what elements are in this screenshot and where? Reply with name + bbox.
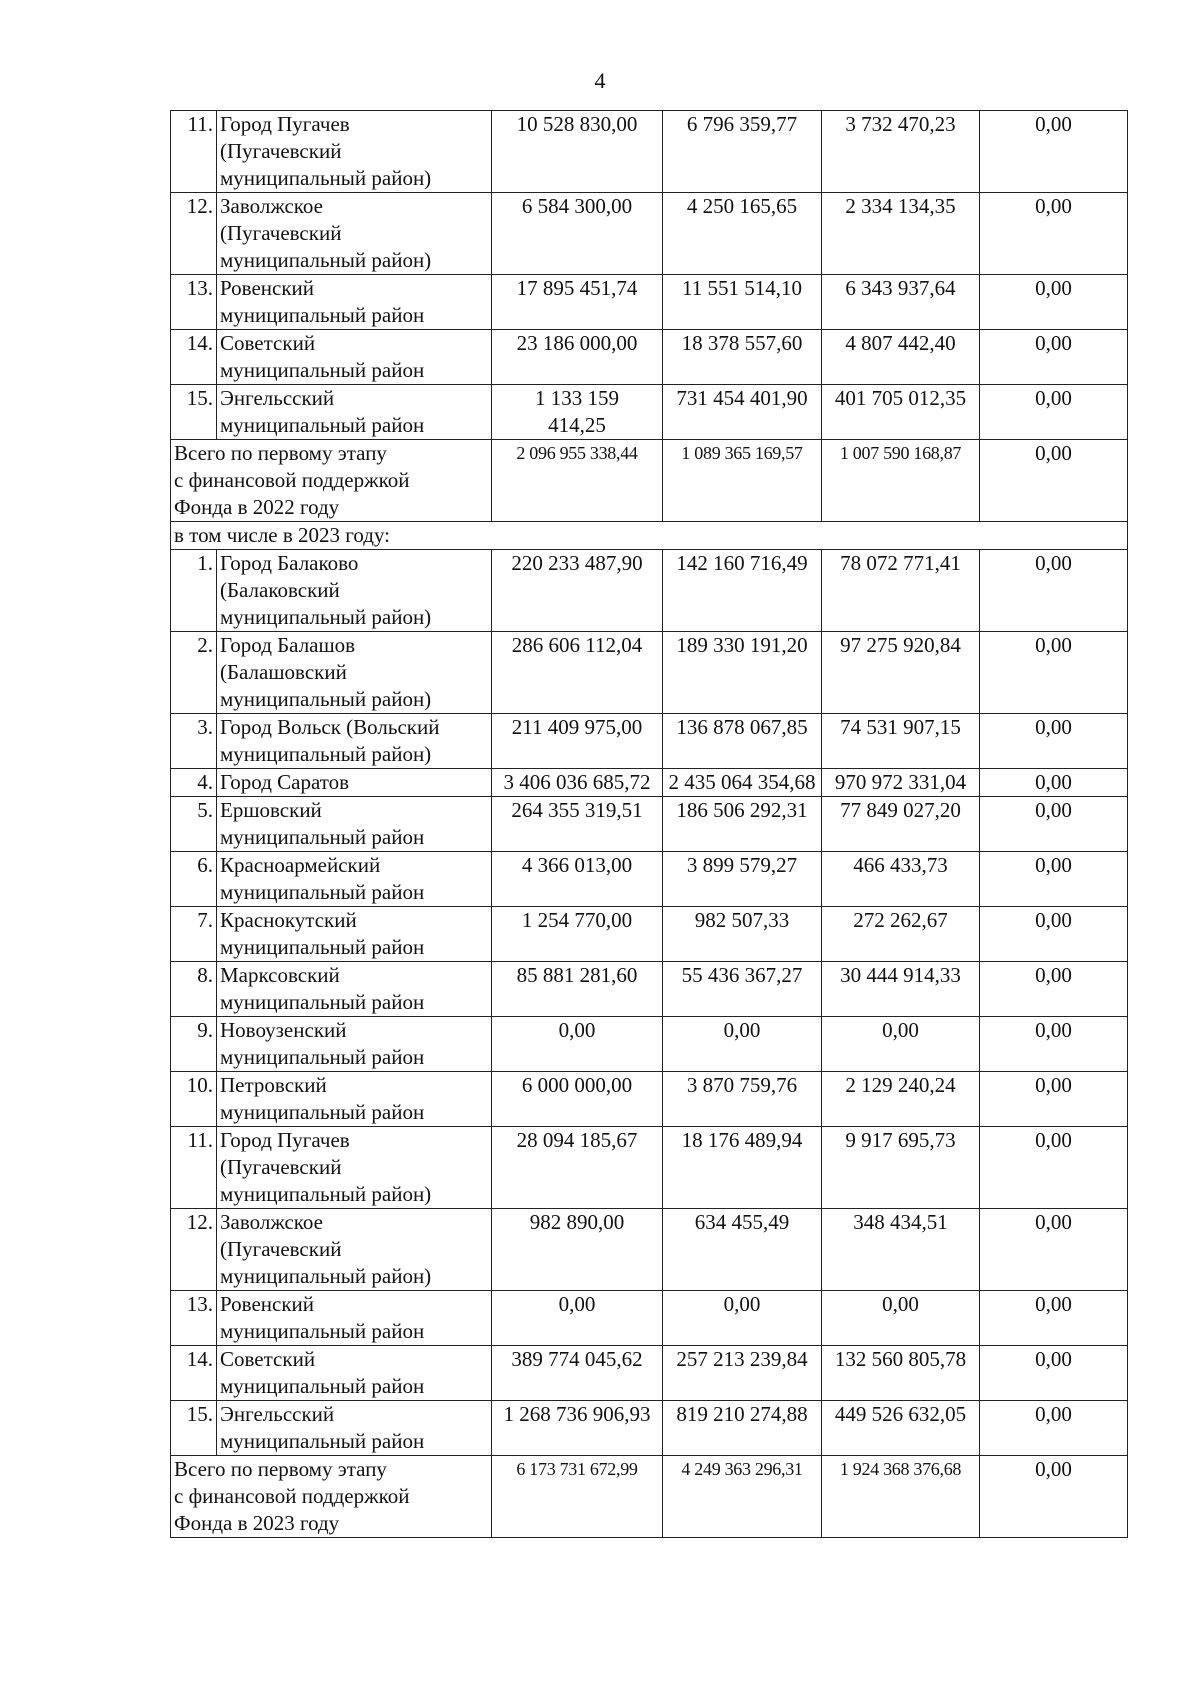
total-cost-cell-text: 3 406 036 685,72 bbox=[503, 770, 651, 794]
row-number-text: 13. bbox=[186, 276, 213, 300]
regional-budget-cell-text: 30 444 914,33 bbox=[840, 963, 961, 987]
municipality-name-text: Ровенский муниципальный район bbox=[220, 276, 425, 327]
municipality-name bbox=[217, 275, 492, 330]
fund-support-cell bbox=[663, 1127, 822, 1209]
section-label-text: в том числе в 2023 году: bbox=[174, 523, 391, 547]
total-cost-cell-text: 0,00 bbox=[558, 1018, 596, 1042]
local-budget-cell bbox=[980, 193, 1128, 275]
row-number bbox=[171, 852, 217, 907]
regional-budget-cell bbox=[822, 1456, 980, 1538]
local-budget-cell-text: 0,00 bbox=[1035, 1210, 1072, 1234]
fund-support-cell-text: 731 454 401,90 bbox=[676, 386, 808, 410]
fund-support-cell bbox=[663, 1209, 822, 1291]
table-row bbox=[171, 330, 1128, 385]
municipality-name-text: Заволжское (Пугачевский муниципальный район) bbox=[220, 1210, 432, 1288]
regional-budget-cell-text: 3 732 470,23 bbox=[845, 112, 956, 136]
row-number-text: 11. bbox=[187, 112, 213, 136]
regional-budget-cell-text: 6 343 937,64 bbox=[845, 276, 956, 300]
municipality-name bbox=[217, 193, 492, 275]
regional-budget-cell bbox=[822, 1291, 980, 1346]
regional-budget-cell bbox=[822, 797, 980, 852]
local-budget-cell-text: 0,00 bbox=[1035, 331, 1072, 355]
fund-support-cell-text: 982 507,33 bbox=[694, 908, 790, 932]
row-number bbox=[171, 962, 217, 1017]
table-row bbox=[171, 797, 1128, 852]
municipality-name-text: Энгельсский муниципальный район bbox=[220, 1402, 425, 1453]
total-cost-cell bbox=[492, 632, 663, 714]
total-cost-cell-text: 286 606 112,04 bbox=[511, 633, 643, 657]
total-cost-cell bbox=[492, 1209, 663, 1291]
total-cost-cell-text: 264 355 319,51 bbox=[511, 798, 643, 822]
local-budget-cell bbox=[980, 1401, 1128, 1456]
fund-support-cell bbox=[663, 550, 822, 632]
total-cost-cell-text: 1 254 770,00 bbox=[521, 908, 633, 932]
local-budget-cell bbox=[980, 769, 1128, 797]
municipality-name-text: Город Пугачев (Пугачевский муниципальный район) bbox=[220, 112, 432, 190]
row-number-text: 8. bbox=[197, 963, 213, 987]
total-cost-cell-text: 389 774 045,62 bbox=[511, 1347, 643, 1371]
row-number-text: 4. bbox=[197, 770, 213, 794]
fund-support-cell-text: 186 506 292,31 bbox=[676, 798, 808, 822]
total-label-text: Всего по первому этапу с финансовой поддержкой Фонда в 2023 году bbox=[174, 1457, 410, 1535]
regional-budget-cell-text: 77 849 027,20 bbox=[840, 798, 961, 822]
fund-support-cell bbox=[663, 632, 822, 714]
municipality-name-text: Город Балаково (Балаковский муниципальный район) bbox=[220, 551, 432, 629]
total-cost-cell-text: 2 096 955 338,44 bbox=[516, 443, 638, 463]
total-cost-cell-text: 220 233 487,90 bbox=[511, 551, 643, 575]
total-cost-cell bbox=[492, 330, 663, 385]
regional-budget-cell bbox=[822, 1401, 980, 1456]
total-label-text: Всего по первому этапу с финансовой поддержкой Фонда в 2022 году bbox=[174, 441, 410, 519]
fund-support-cell-text: 55 436 367,27 bbox=[681, 963, 803, 987]
municipality-name bbox=[217, 852, 492, 907]
local-budget-cell bbox=[980, 385, 1128, 440]
regional-budget-cell bbox=[822, 632, 980, 714]
fund-support-cell bbox=[663, 769, 822, 797]
fund-support-cell bbox=[663, 440, 822, 522]
local-budget-cell bbox=[980, 111, 1128, 193]
table-row bbox=[171, 769, 1128, 797]
fund-support-cell-text: 3 870 759,76 bbox=[686, 1073, 798, 1097]
fund-support-cell bbox=[663, 1401, 822, 1456]
regional-budget-cell bbox=[822, 962, 980, 1017]
total-cost-cell-text: 6 000 000,00 bbox=[521, 1073, 633, 1097]
local-budget-cell-text: 0,00 bbox=[1035, 386, 1072, 410]
row-number bbox=[171, 275, 217, 330]
fund-support-cell-text: 136 878 067,85 bbox=[676, 715, 808, 739]
local-budget-cell-text: 0,00 bbox=[1035, 908, 1072, 932]
total-cost-cell-text: 28 094 185,67 bbox=[516, 1128, 638, 1152]
total-cost-cell bbox=[492, 852, 663, 907]
regional-budget-cell bbox=[822, 714, 980, 769]
fund-support-cell bbox=[663, 275, 822, 330]
fund-support-cell bbox=[663, 797, 822, 852]
fund-support-cell-text: 142 160 716,49 bbox=[676, 551, 808, 575]
municipality-name bbox=[217, 632, 492, 714]
row-number bbox=[171, 797, 217, 852]
table-row bbox=[171, 852, 1128, 907]
table-row bbox=[171, 550, 1128, 632]
row-number bbox=[171, 769, 217, 797]
total-cost-cell bbox=[492, 1127, 663, 1209]
total-cost-cell bbox=[492, 769, 663, 797]
local-budget-cell-text: 0,00 bbox=[1035, 112, 1072, 136]
row-number bbox=[171, 632, 217, 714]
row-number bbox=[171, 550, 217, 632]
table-row bbox=[171, 111, 1128, 193]
total-cost-cell-text: 4 366 013,00 bbox=[521, 853, 633, 877]
local-budget-cell bbox=[980, 440, 1128, 522]
fund-support-cell bbox=[663, 1456, 822, 1538]
total-label bbox=[171, 1456, 492, 1538]
regional-budget-cell bbox=[822, 440, 980, 522]
fund-support-cell-text: 11 551 514,10 bbox=[682, 276, 802, 300]
total-cost-cell-text: 211 409 975,00 bbox=[511, 715, 643, 739]
local-budget-cell-text: 0,00 bbox=[1035, 1457, 1072, 1481]
total-cost-cell-text: 1 268 736 906,93 bbox=[503, 1402, 651, 1426]
local-budget-cell bbox=[980, 330, 1128, 385]
local-budget-cell bbox=[980, 550, 1128, 632]
regional-budget-cell bbox=[822, 385, 980, 440]
total-row bbox=[171, 1456, 1128, 1538]
total-cost-cell bbox=[492, 962, 663, 1017]
municipality-name-text: Город Балашов (Балашовский муниципальный район) bbox=[220, 633, 432, 711]
total-cost-cell bbox=[492, 1017, 663, 1072]
regional-budget-cell-text: 4 807 442,40 bbox=[845, 331, 956, 355]
municipality-name bbox=[217, 797, 492, 852]
municipality-name-text: Красноармейский муниципальный район bbox=[220, 853, 425, 904]
local-budget-cell bbox=[980, 632, 1128, 714]
total-cost-cell bbox=[492, 440, 663, 522]
page-number: 4 bbox=[594, 68, 606, 93]
row-number-text: 1. bbox=[197, 551, 213, 575]
municipality-name-text: Советский муниципальный район bbox=[220, 1347, 425, 1398]
row-number bbox=[171, 1209, 217, 1291]
municipality-name bbox=[217, 1127, 492, 1209]
total-cost-cell-text: 0,00 bbox=[558, 1292, 596, 1316]
municipality-name bbox=[217, 1401, 492, 1456]
local-budget-cell bbox=[980, 1346, 1128, 1401]
local-budget-cell bbox=[980, 907, 1128, 962]
municipality-name-text: Город Вольск (Вольский муниципальный район) bbox=[220, 715, 440, 766]
municipality-name bbox=[217, 1072, 492, 1127]
row-number bbox=[171, 1127, 217, 1209]
local-budget-cell bbox=[980, 1127, 1128, 1209]
total-cost-cell bbox=[492, 714, 663, 769]
row-number-text: 3. bbox=[197, 715, 213, 739]
regional-budget-cell bbox=[822, 275, 980, 330]
municipality-name-text: Новоузенский муниципальный район bbox=[220, 1018, 425, 1069]
total-cost-cell bbox=[492, 907, 663, 962]
total-cost-cell bbox=[492, 1346, 663, 1401]
table-row bbox=[171, 1401, 1128, 1456]
local-budget-cell bbox=[980, 1072, 1128, 1127]
row-number-text: 14. bbox=[186, 1347, 213, 1371]
local-budget-cell-text: 0,00 bbox=[1035, 1347, 1072, 1371]
municipality-name-text: Советский муниципальный район bbox=[220, 331, 425, 382]
section-row bbox=[171, 522, 1128, 550]
row-number bbox=[171, 111, 217, 193]
regional-budget-cell-text: 74 531 907,15 bbox=[840, 715, 961, 739]
total-cost-cell bbox=[492, 111, 663, 193]
fund-support-cell bbox=[663, 1346, 822, 1401]
local-budget-cell bbox=[980, 1291, 1128, 1346]
section-label bbox=[171, 522, 1128, 550]
fund-support-cell-text: 634 455,49 bbox=[694, 1210, 790, 1234]
fund-support-cell bbox=[663, 962, 822, 1017]
fund-support-cell-text: 189 330 191,20 bbox=[676, 633, 808, 657]
row-number-text: 15. bbox=[186, 1402, 213, 1426]
regional-budget-cell bbox=[822, 1017, 980, 1072]
municipality-name-text: Марксовский муниципальный район bbox=[220, 963, 425, 1014]
table-row bbox=[171, 1209, 1128, 1291]
regional-budget-cell-text: 449 526 632,05 bbox=[834, 1402, 967, 1426]
regional-budget-cell bbox=[822, 1346, 980, 1401]
total-cost-cell bbox=[492, 193, 663, 275]
fund-support-cell-text: 18 378 557,60 bbox=[681, 331, 803, 355]
regional-budget-cell-text: 1 924 368 376,68 bbox=[839, 1459, 962, 1479]
municipality-name bbox=[217, 714, 492, 769]
total-cost-cell-text: 10 528 830,00 bbox=[516, 112, 638, 136]
regional-budget-cell bbox=[822, 550, 980, 632]
total-cost-cell-text: 17 895 451,74 bbox=[516, 276, 638, 300]
funding-table bbox=[170, 110, 1128, 1538]
local-budget-cell-text: 0,00 bbox=[1035, 1128, 1072, 1152]
municipality-name-text: Петровский муниципальный район bbox=[220, 1073, 425, 1124]
total-cost-cell bbox=[492, 550, 663, 632]
regional-budget-cell-text: 401 705 012,35 bbox=[834, 386, 967, 410]
table-row bbox=[171, 632, 1128, 714]
municipality-name bbox=[217, 111, 492, 193]
total-cost-cell-text: 85 881 281,60 bbox=[516, 963, 638, 987]
municipality-name bbox=[217, 1017, 492, 1072]
regional-budget-cell bbox=[822, 769, 980, 797]
total-cost-cell-text: 1 133 159 414,25 bbox=[535, 386, 619, 437]
row-number-text: 15. bbox=[186, 386, 213, 410]
row-number bbox=[171, 1017, 217, 1072]
regional-budget-cell-text: 466 433,73 bbox=[853, 853, 948, 877]
fund-support-cell bbox=[663, 111, 822, 193]
regional-budget-cell-text: 348 434,51 bbox=[853, 1210, 948, 1234]
municipality-name bbox=[217, 1346, 492, 1401]
row-number bbox=[171, 330, 217, 385]
regional-budget-cell-text: 970 972 331,04 bbox=[834, 770, 967, 794]
row-number-text: 14. bbox=[186, 331, 213, 355]
total-cost-cell bbox=[492, 1291, 663, 1346]
table-row bbox=[171, 1127, 1128, 1209]
fund-support-cell-text: 2 435 064 354,68 bbox=[668, 770, 816, 794]
local-budget-cell-text: 0,00 bbox=[1035, 1073, 1072, 1097]
local-budget-cell bbox=[980, 1017, 1128, 1072]
regional-budget-cell-text: 9 917 695,73 bbox=[845, 1128, 956, 1152]
regional-budget-cell-text: 272 262,67 bbox=[853, 908, 948, 932]
municipality-name bbox=[217, 907, 492, 962]
local-budget-cell-text: 0,00 bbox=[1035, 798, 1072, 822]
local-budget-cell-text: 0,00 bbox=[1035, 551, 1072, 575]
table-row bbox=[171, 907, 1128, 962]
funding-table-body bbox=[171, 111, 1128, 1538]
regional-budget-cell-text: 2 129 240,24 bbox=[845, 1073, 956, 1097]
local-budget-cell-text: 0,00 bbox=[1035, 633, 1072, 657]
local-budget-cell-text: 0,00 bbox=[1035, 1292, 1072, 1316]
fund-support-cell-text: 819 210 274,88 bbox=[676, 1402, 808, 1426]
fund-support-cell-text: 3 899 579,27 bbox=[686, 853, 798, 877]
row-number bbox=[171, 1072, 217, 1127]
total-cost-cell bbox=[492, 1401, 663, 1456]
row-number-text: 12. bbox=[186, 194, 213, 218]
fund-support-cell bbox=[663, 385, 822, 440]
table-row bbox=[171, 385, 1128, 440]
total-cost-cell-text: 6 584 300,00 bbox=[521, 194, 633, 218]
row-number-text: 13. bbox=[186, 1292, 213, 1316]
total-cost-cell bbox=[492, 275, 663, 330]
row-number bbox=[171, 193, 217, 275]
row-number bbox=[171, 714, 217, 769]
row-number-text: 2. bbox=[197, 633, 213, 657]
table-row bbox=[171, 962, 1128, 1017]
regional-budget-cell bbox=[822, 1072, 980, 1127]
fund-support-cell bbox=[663, 193, 822, 275]
regional-budget-cell-text: 97 275 920,84 bbox=[840, 633, 961, 657]
local-budget-cell bbox=[980, 797, 1128, 852]
municipality-name bbox=[217, 330, 492, 385]
row-number-text: 9. bbox=[197, 1018, 213, 1042]
fund-support-cell bbox=[663, 330, 822, 385]
local-budget-cell bbox=[980, 852, 1128, 907]
table-row bbox=[171, 193, 1128, 275]
local-budget-cell-text: 0,00 bbox=[1035, 1018, 1072, 1042]
municipality-name-text: Энгельсский муниципальный район bbox=[220, 386, 425, 437]
municipality-name-text: Заволжское (Пугачевский муниципальный район) bbox=[220, 194, 432, 272]
local-budget-cell-text: 0,00 bbox=[1035, 194, 1072, 218]
fund-support-cell-text: 18 176 489,94 bbox=[681, 1128, 803, 1152]
municipality-name-text: Краснокутский муниципальный район bbox=[220, 908, 425, 959]
local-budget-cell-text: 0,00 bbox=[1035, 1402, 1072, 1426]
fund-support-cell bbox=[663, 714, 822, 769]
row-number-text: 12. bbox=[186, 1210, 213, 1234]
total-cost-cell bbox=[492, 797, 663, 852]
regional-budget-cell-text: 78 072 771,41 bbox=[840, 551, 961, 575]
total-cost-cell-text: 982 890,00 bbox=[529, 1210, 625, 1234]
municipality-name-text: Город Саратов bbox=[220, 770, 350, 794]
municipality-name bbox=[217, 769, 492, 797]
local-budget-cell bbox=[980, 962, 1128, 1017]
row-number-text: 10. bbox=[186, 1073, 213, 1097]
local-budget-cell-text: 0,00 bbox=[1035, 963, 1072, 987]
total-row bbox=[171, 440, 1128, 522]
municipality-name bbox=[217, 1291, 492, 1346]
municipality-name-text: Город Пугачев (Пугачевский муниципальный район) bbox=[220, 1128, 432, 1206]
total-cost-cell bbox=[492, 1072, 663, 1127]
fund-support-cell bbox=[663, 1072, 822, 1127]
fund-support-cell bbox=[663, 907, 822, 962]
regional-budget-cell-text: 0,00 bbox=[882, 1018, 919, 1042]
fund-support-cell bbox=[663, 1017, 822, 1072]
table-row bbox=[171, 1017, 1128, 1072]
fund-support-cell bbox=[663, 1291, 822, 1346]
regional-budget-cell-text: 0,00 bbox=[882, 1292, 919, 1316]
table-row bbox=[171, 275, 1128, 330]
local-budget-cell bbox=[980, 1209, 1128, 1291]
row-number bbox=[171, 1291, 217, 1346]
local-budget-cell bbox=[980, 714, 1128, 769]
municipality-name-text: Ровенский муниципальный район bbox=[220, 1292, 425, 1343]
regional-budget-cell bbox=[822, 330, 980, 385]
table-row bbox=[171, 1291, 1128, 1346]
fund-support-cell-text: 0,00 bbox=[723, 1292, 761, 1316]
row-number-text: 5. bbox=[197, 798, 213, 822]
table-row bbox=[171, 1346, 1128, 1401]
table-row bbox=[171, 1072, 1128, 1127]
local-budget-cell bbox=[980, 1456, 1128, 1538]
fund-support-cell-text: 257 213 239,84 bbox=[676, 1347, 808, 1371]
municipality-name bbox=[217, 550, 492, 632]
municipality-name bbox=[217, 962, 492, 1017]
fund-support-cell-text: 1 089 365 169,57 bbox=[681, 443, 803, 463]
total-label bbox=[171, 440, 492, 522]
local-budget-cell-text: 0,00 bbox=[1035, 441, 1072, 465]
local-budget-cell-text: 0,00 bbox=[1035, 853, 1072, 877]
row-number bbox=[171, 1346, 217, 1401]
row-number bbox=[171, 385, 217, 440]
row-number-text: 6. bbox=[197, 853, 213, 877]
fund-support-cell-text: 4 250 165,65 bbox=[686, 194, 798, 218]
local-budget-cell-text: 0,00 bbox=[1035, 715, 1072, 739]
regional-budget-cell bbox=[822, 907, 980, 962]
fund-support-cell-text: 4 249 363 296,31 bbox=[681, 1459, 803, 1479]
total-cost-cell bbox=[492, 385, 663, 440]
row-number-text: 11. bbox=[187, 1128, 213, 1152]
local-budget-cell-text: 0,00 bbox=[1035, 770, 1072, 794]
municipality-name bbox=[217, 385, 492, 440]
row-number bbox=[171, 907, 217, 962]
fund-support-cell-text: 0,00 bbox=[723, 1018, 761, 1042]
municipality-name bbox=[217, 1209, 492, 1291]
local-budget-cell bbox=[980, 275, 1128, 330]
total-cost-cell-text: 6 173 731 672,99 bbox=[516, 1459, 638, 1479]
regional-budget-cell bbox=[822, 852, 980, 907]
row-number-text: 7. bbox=[197, 908, 213, 932]
total-cost-cell bbox=[492, 1456, 663, 1538]
local-budget-cell-text: 0,00 bbox=[1035, 276, 1072, 300]
table-row bbox=[171, 714, 1128, 769]
total-cost-cell-text: 23 186 000,00 bbox=[516, 331, 638, 355]
regional-budget-cell-text: 1 007 590 168,87 bbox=[839, 443, 962, 463]
regional-budget-cell bbox=[822, 111, 980, 193]
regional-budget-cell-text: 132 560 805,78 bbox=[834, 1347, 967, 1371]
regional-budget-cell bbox=[822, 1127, 980, 1209]
regional-budget-cell bbox=[822, 1209, 980, 1291]
row-number bbox=[171, 1401, 217, 1456]
regional-budget-cell bbox=[822, 193, 980, 275]
municipality-name-text: Ершовский муниципальный район bbox=[220, 798, 425, 849]
regional-budget-cell-text: 2 334 134,35 bbox=[845, 194, 956, 218]
fund-support-cell-text: 6 796 359,77 bbox=[686, 112, 798, 136]
fund-support-cell bbox=[663, 852, 822, 907]
